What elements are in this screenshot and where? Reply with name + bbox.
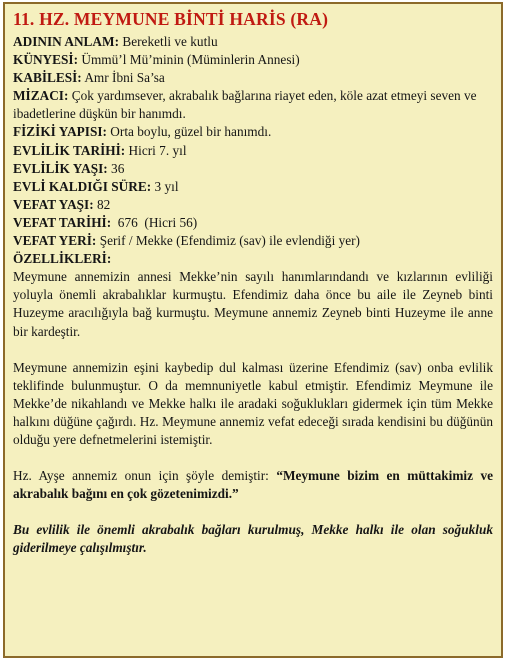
field-name-meaning [13, 33, 493, 51]
field-label: KÜNYESİ: [13, 52, 79, 68]
field-value: Şerif / Mekke (Efendimiz (sav) ile evlendiği yer) [99, 233, 360, 249]
quote-intro: Hz. Ayşe annemiz onun için şöyle demiştir: [13, 468, 277, 484]
field-death-age [13, 196, 493, 214]
field-label: VEFAT TARİHİ: [13, 214, 112, 230]
field-label: FİZİKİ YAPISI: [13, 124, 107, 140]
paragraph-spacer [13, 449, 493, 467]
field-value: 676 (Hicri 56) [111, 214, 198, 230]
field-marriage-duration [13, 178, 493, 196]
quote-text: “Meymune bizim en müttakimiz ve akrabalık bağını en çok gözetenimizdi.” [13, 468, 493, 502]
field-label: ÖZELLİKLERİ: [13, 251, 112, 267]
paragraph-marriage: Meymune annemizin eşini kaybedip dul kalması üzerine Efendimiz (sav) onba evlilik teklifinde bulunmuştur. O da memnuniyetle kabul etmiştir. Efendimiz Meymune ile Mekke’de nikahlandı ve Mekke halkı ile aradaki soğuklukları gidermek için tüm Mekke halkını düğüne çağırdı. Hz. Meymune annemiz vefat edeceği sırada kendisini bu düğünün olduğu yere defnetmelerini istemiştir. [13, 359, 493, 447]
features-heading [13, 250, 493, 268]
field-value: Amr İbni Sa’sa [84, 70, 165, 86]
field-value: Bereketli ve kutlu [122, 34, 218, 49]
info-fields [13, 33, 493, 268]
field-label: VEFAT YERİ: [13, 233, 97, 249]
field-value: 82 [97, 196, 111, 212]
field-death-date [13, 214, 493, 232]
field-marriage-date [13, 142, 493, 160]
field-value: Orta boylu, güzel bir hanımdı. [110, 124, 272, 140]
field-label: EVLİLİK TARİHİ: [13, 142, 126, 158]
field-value: Çok yardımsever, akrabalık bağlarına riayet eden, köle azat etmeyi seven ve ibadetlerine düşkün bir hanımdı. [13, 88, 477, 122]
field-label: VEFAT YAŞI: [13, 196, 94, 212]
field-marriage-age [13, 160, 493, 178]
field-label: MİZACI: [13, 88, 69, 104]
closing-statement: Bu evlilik ile önemli akrabalık bağları kurulmuş, Mekke halkı ile olan soğukluk giderilmeye çalışılmıştır. [13, 522, 493, 556]
field-label: EVLİ KALDIĞI SÜRE: [13, 178, 152, 194]
paragraph-spacer [13, 341, 493, 359]
field-label: EVLİLİK YAŞI: [13, 160, 108, 176]
field-value: 3 yıl [154, 178, 179, 194]
field-kunye [13, 51, 493, 69]
field-value: Ümmü’l Mü’minin (Müminlerin Annesi) [81, 52, 300, 68]
paragraph-family: Meymune annemizin annesi Mekke’nin sayılı hanımlarındandı ve kızlarının evliliği yoluyla önemli akrabalıklar kurmuştu. Efendimiz daha önce bu aile ile Zeyneb binti Huzeyme aracılığıyla bağ kurmuştu. Meymune annemiz Zeyneb binti Huzeyme ile anne bir kardeştir. [13, 269, 493, 339]
field-value: 36 [111, 160, 125, 176]
paragraph-quote [13, 467, 493, 503]
field-physique [13, 123, 493, 141]
paragraph-spacer [13, 503, 493, 521]
field-label: ADININ ANLAM: [13, 34, 120, 49]
card-title: 11. HZ. MEYMUNE BİNTİ HARİS (RA) [13, 9, 329, 29]
field-tribe [13, 69, 493, 87]
field-temperament [13, 87, 493, 123]
field-death-place [13, 232, 493, 250]
biography-card [3, 2, 503, 658]
field-label: KABİLESİ: [13, 70, 82, 86]
field-value: Hicri 7. yıl [128, 142, 187, 158]
